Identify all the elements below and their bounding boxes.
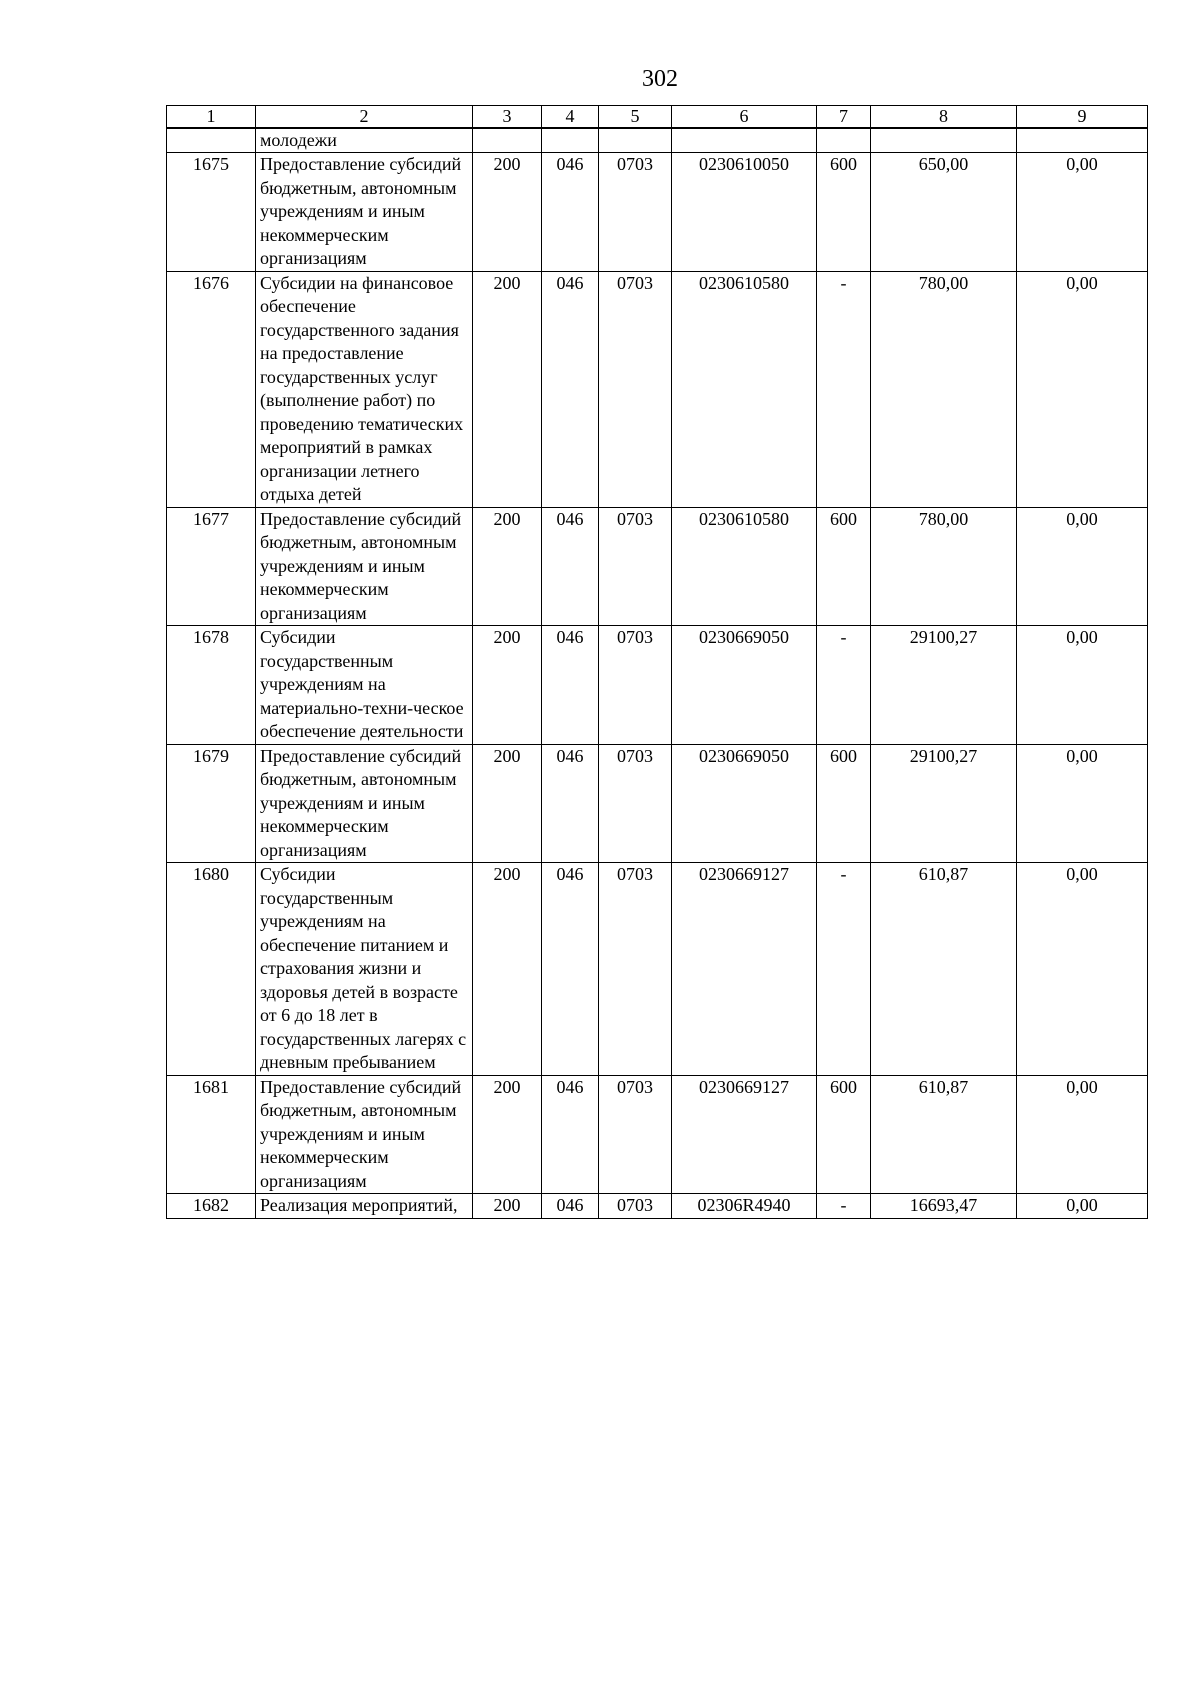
header-cell-3: 3 bbox=[473, 106, 542, 129]
continuation-cell-9 bbox=[1017, 128, 1148, 153]
table-row bbox=[167, 1075, 1148, 1194]
cell-target-code: 0230669050 bbox=[672, 744, 817, 863]
cell-section-code: 0703 bbox=[599, 863, 672, 1076]
cell-section-code: 0703 bbox=[599, 153, 672, 272]
cell-description: Реализация мероприятий, bbox=[256, 1194, 473, 1219]
cell-expense-type: 600 bbox=[817, 744, 871, 863]
page-number: 302 bbox=[642, 66, 678, 92]
cell-row-number: 1682 bbox=[167, 1194, 256, 1219]
cell-section-code: 0703 bbox=[599, 1194, 672, 1219]
cell-expense-type: 600 bbox=[817, 507, 871, 626]
continuation-cell-4 bbox=[542, 128, 599, 153]
cell-amount: 650,00 bbox=[871, 153, 1017, 272]
table-row bbox=[167, 863, 1148, 1076]
cell-section-code: 0703 bbox=[599, 1075, 672, 1194]
cell-description: Предоставление субсидий бюджетным, автономным учреждениям и иным некоммерческим организациям bbox=[256, 744, 473, 863]
cell-code-3: 200 bbox=[473, 1194, 542, 1219]
cell-expense-type: - bbox=[817, 1194, 871, 1219]
cell-amount-col-9: 0,00 bbox=[1017, 1075, 1148, 1194]
cell-target-code: 0230669127 bbox=[672, 863, 817, 1076]
cell-expense-type: - bbox=[817, 863, 871, 1076]
budget-table bbox=[166, 105, 1148, 1219]
cell-expense-type: - bbox=[817, 271, 871, 507]
header-row bbox=[167, 106, 1148, 129]
continuation-cell-description: молодежи bbox=[256, 128, 473, 153]
cell-section-code: 0703 bbox=[599, 744, 672, 863]
continuation-cell-number bbox=[167, 128, 256, 153]
header-cell-2: 2 bbox=[256, 106, 473, 129]
cell-expense-type: - bbox=[817, 626, 871, 745]
header-cell-4: 4 bbox=[542, 106, 599, 129]
cell-description: Предоставление субсидий бюджетным, автономным учреждениям и иным некоммерческим организациям bbox=[256, 507, 473, 626]
continuation-cell-8 bbox=[871, 128, 1017, 153]
cell-amount-col-9: 0,00 bbox=[1017, 153, 1148, 272]
cell-amount: 16693,47 bbox=[871, 1194, 1017, 1219]
cell-row-number: 1680 bbox=[167, 863, 256, 1076]
header-cell-1: 1 bbox=[167, 106, 256, 129]
cell-amount-col-9: 0,00 bbox=[1017, 744, 1148, 863]
cell-code-4: 046 bbox=[542, 626, 599, 745]
cell-target-code: 0230610580 bbox=[672, 507, 817, 626]
cell-row-number: 1681 bbox=[167, 1075, 256, 1194]
table-row bbox=[167, 744, 1148, 863]
header-cell-7: 7 bbox=[817, 106, 871, 129]
cell-code-3: 200 bbox=[473, 507, 542, 626]
cell-amount: 29100,27 bbox=[871, 744, 1017, 863]
continuation-cell-3 bbox=[473, 128, 542, 153]
cell-amount: 780,00 bbox=[871, 507, 1017, 626]
cell-section-code: 0703 bbox=[599, 271, 672, 507]
cell-code-4: 046 bbox=[542, 1075, 599, 1194]
header-cell-8: 8 bbox=[871, 106, 1017, 129]
cell-code-4: 046 bbox=[542, 744, 599, 863]
continuation-cell-5 bbox=[599, 128, 672, 153]
table-row bbox=[167, 507, 1148, 626]
cell-target-code: 02306R4940 bbox=[672, 1194, 817, 1219]
cell-amount-col-9: 0,00 bbox=[1017, 271, 1148, 507]
cell-amount-col-9: 0,00 bbox=[1017, 507, 1148, 626]
cell-row-number: 1677 bbox=[167, 507, 256, 626]
cell-code-4: 046 bbox=[542, 271, 599, 507]
table-row bbox=[167, 626, 1148, 745]
cell-description: Субсидии на финансовое обеспечение государственного задания на предоставление государственных услуг (выполнение работ) по проведению тематических мероприятий в рамках организации летнего отдыха детей bbox=[256, 271, 473, 507]
cell-amount: 610,87 bbox=[871, 863, 1017, 1076]
cell-code-3: 200 bbox=[473, 271, 542, 507]
cell-code-4: 046 bbox=[542, 863, 599, 1076]
cell-description: Субсидии государственным учреждениям на материально-техни-ческое обеспечение деятельности bbox=[256, 626, 473, 745]
cell-code-3: 200 bbox=[473, 1075, 542, 1194]
table-row bbox=[167, 1194, 1148, 1219]
cell-code-3: 200 bbox=[473, 153, 542, 272]
cell-row-number: 1679 bbox=[167, 744, 256, 863]
cell-code-4: 046 bbox=[542, 507, 599, 626]
cell-row-number: 1678 bbox=[167, 626, 256, 745]
cell-target-code: 0230669050 bbox=[672, 626, 817, 745]
table-row bbox=[167, 153, 1148, 272]
cell-amount-col-9: 0,00 bbox=[1017, 626, 1148, 745]
cell-expense-type: 600 bbox=[817, 153, 871, 272]
cell-description: Субсидии государственным учреждениям на обеспечение питанием и страхования жизни и здоровья детей в возрасте от 6 до 18 лет в государственных лагерях с дневным пребыванием bbox=[256, 863, 473, 1076]
header-cell-6: 6 bbox=[672, 106, 817, 129]
cell-amount: 780,00 bbox=[871, 271, 1017, 507]
cell-row-number: 1675 bbox=[167, 153, 256, 272]
cell-description: Предоставление субсидий бюджетным, автономным учреждениям и иным некоммерческим организациям bbox=[256, 1075, 473, 1194]
cell-target-code: 0230610580 bbox=[672, 271, 817, 507]
cell-section-code: 0703 bbox=[599, 507, 672, 626]
cell-description: Предоставление субсидий бюджетным, автономным учреждениям и иным некоммерческим организациям bbox=[256, 153, 473, 272]
cell-code-3: 200 bbox=[473, 626, 542, 745]
table-row bbox=[167, 271, 1148, 507]
cell-code-3: 200 bbox=[473, 863, 542, 1076]
cell-code-4: 046 bbox=[542, 1194, 599, 1219]
continuation-cell-7 bbox=[817, 128, 871, 153]
cell-row-number: 1676 bbox=[167, 271, 256, 507]
cell-code-4: 046 bbox=[542, 153, 599, 272]
header-cell-5: 5 bbox=[599, 106, 672, 129]
cell-target-code: 0230610050 bbox=[672, 153, 817, 272]
cell-code-3: 200 bbox=[473, 744, 542, 863]
cell-target-code: 0230669127 bbox=[672, 1075, 817, 1194]
cell-amount-col-9: 0,00 bbox=[1017, 1194, 1148, 1219]
cell-amount-col-9: 0,00 bbox=[1017, 863, 1148, 1076]
cell-amount: 29100,27 bbox=[871, 626, 1017, 745]
header-cell-9: 9 bbox=[1017, 106, 1148, 129]
continuation-cell-6 bbox=[672, 128, 817, 153]
continuation-row bbox=[167, 128, 1148, 153]
cell-expense-type: 600 bbox=[817, 1075, 871, 1194]
cell-section-code: 0703 bbox=[599, 626, 672, 745]
cell-amount: 610,87 bbox=[871, 1075, 1017, 1194]
